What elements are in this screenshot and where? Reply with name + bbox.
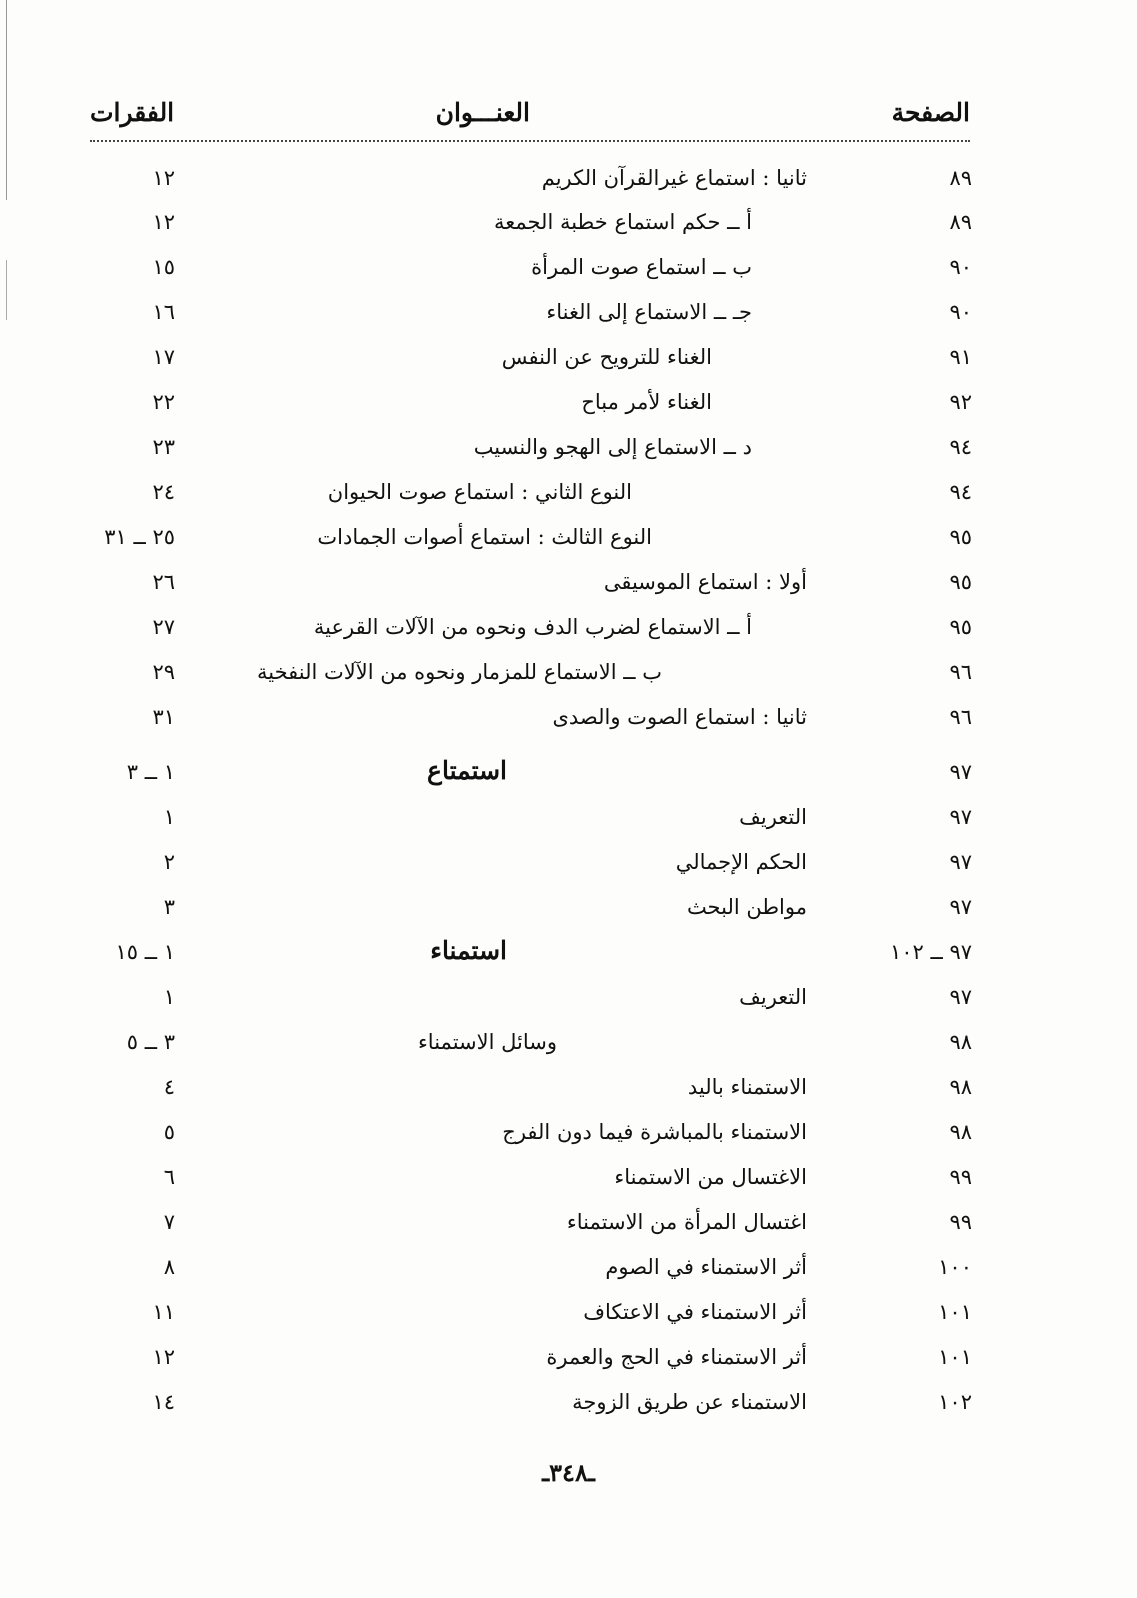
row-page-number: ٨٩ bbox=[949, 210, 972, 234]
row-title: أ ــ الاستماع لضرب الدف ونحوه من الآلات القرعية bbox=[313, 615, 752, 639]
row-page-number: ٩٨ bbox=[949, 1075, 972, 1099]
row-paragraphs: ٢ bbox=[163, 850, 175, 874]
table-row bbox=[0, 654, 1137, 694]
table-row bbox=[0, 519, 1137, 559]
header-title-column: العنـــوان bbox=[435, 98, 530, 127]
table-row bbox=[0, 799, 1137, 839]
table-row bbox=[0, 934, 1137, 974]
row-paragraphs: ١٤ bbox=[152, 1390, 175, 1414]
row-paragraphs: ٨ bbox=[163, 1255, 175, 1279]
row-page-number: ٩٠ bbox=[949, 255, 972, 279]
row-paragraphs: ٢٦ bbox=[152, 570, 175, 594]
row-page-number: ٩٨ bbox=[949, 1120, 972, 1144]
table-row bbox=[0, 889, 1137, 929]
row-title: الاستمناء بالمباشرة فيما دون الفرج bbox=[502, 1120, 807, 1144]
row-page-number: ٩٩ bbox=[949, 1165, 972, 1189]
table-row bbox=[0, 384, 1137, 424]
row-page-number: ٨٩ bbox=[949, 166, 972, 190]
row-page-number: ٩٠ bbox=[949, 300, 972, 324]
row-title: التعريف bbox=[739, 805, 807, 829]
table-row bbox=[0, 1339, 1137, 1379]
row-page-number: ٩٤ bbox=[949, 480, 972, 504]
row-title: استمناء bbox=[430, 936, 507, 965]
row-paragraphs: ٢٩ bbox=[152, 660, 175, 684]
row-title: استمتاع bbox=[427, 756, 507, 785]
row-page-number: ٩٩ bbox=[949, 1210, 972, 1234]
row-page-number: ٩٥ bbox=[949, 570, 972, 594]
table-row bbox=[0, 979, 1137, 1019]
row-paragraphs: ٣ bbox=[163, 895, 175, 919]
table-row bbox=[0, 1384, 1137, 1424]
row-page-number: ١٠٢ bbox=[938, 1390, 972, 1414]
table-row bbox=[0, 699, 1137, 739]
row-title: أثر الاستمناء في الصوم bbox=[605, 1255, 807, 1279]
table-row bbox=[0, 339, 1137, 379]
row-title: ثانيا : استماع غيرالقرآن الكريم bbox=[541, 166, 807, 190]
row-title: الاستمناء باليد bbox=[687, 1075, 807, 1099]
table-row bbox=[0, 844, 1137, 884]
table-row bbox=[0, 754, 1137, 794]
row-page-number: ٩٢ bbox=[949, 390, 972, 414]
row-paragraphs: ٤ bbox=[163, 1075, 175, 1099]
row-title: ب ــ الاستماع للمزمار ونحوه من الآلات النفخية bbox=[256, 660, 662, 684]
table-row bbox=[0, 1204, 1137, 1244]
row-title: أثر الاستمناء في الحج والعمرة bbox=[546, 1345, 807, 1369]
row-page-number: ٩٨ bbox=[949, 1030, 972, 1054]
table-row bbox=[0, 1114, 1137, 1154]
row-page-number: ٩١ bbox=[949, 345, 972, 369]
table-row bbox=[0, 1159, 1137, 1199]
table-row bbox=[0, 564, 1137, 604]
row-paragraphs: ٢٢ bbox=[152, 390, 175, 414]
row-title: التعريف bbox=[739, 985, 807, 1009]
row-paragraphs: ٢٥ ــ ٣١ bbox=[104, 525, 175, 549]
row-title: الاستمناء عن طريق الزوجة bbox=[572, 1390, 807, 1414]
row-title: النوع الثاني : استماع صوت الحيوان bbox=[327, 480, 632, 504]
table-row bbox=[0, 1249, 1137, 1289]
row-paragraphs: ١١ bbox=[152, 1300, 175, 1324]
row-title: الاغتسال من الاستمناء bbox=[614, 1165, 807, 1189]
row-title: وسائل الاستمناء bbox=[417, 1030, 557, 1054]
row-page-number: ٩٧ bbox=[949, 760, 972, 784]
row-page-number: ٩٦ bbox=[949, 705, 972, 729]
table-row bbox=[0, 429, 1137, 469]
row-title: د ــ الاستماع إلى الهجو والنسيب bbox=[473, 435, 752, 459]
table-row bbox=[0, 160, 1137, 200]
row-page-number: ٩٧ bbox=[949, 895, 972, 919]
row-paragraphs: ٣١ bbox=[152, 705, 175, 729]
row-page-number: ١٠٠ bbox=[938, 1255, 972, 1279]
row-page-number: ٩٦ bbox=[949, 660, 972, 684]
row-page-number: ٩٥ bbox=[949, 525, 972, 549]
table-row bbox=[0, 474, 1137, 514]
page-number: ـ٣٤٨ـ bbox=[542, 1458, 595, 1487]
row-title: الغناء لأمر مباح bbox=[581, 390, 712, 414]
row-title: مواطن البحث bbox=[686, 895, 807, 919]
table-row bbox=[0, 1294, 1137, 1334]
row-title: النوع الثالث : استماع أصوات الجمادات bbox=[317, 525, 652, 549]
row-title: أولا : استماع الموسيقى bbox=[603, 570, 807, 594]
row-page-number: ٩٧ bbox=[949, 985, 972, 1009]
row-paragraphs: ٢٣ bbox=[152, 435, 175, 459]
row-paragraphs: ١٧ bbox=[152, 345, 175, 369]
row-paragraphs: ١٢ bbox=[152, 210, 175, 234]
table-header bbox=[90, 94, 970, 138]
row-paragraphs: ٥ bbox=[163, 1120, 175, 1144]
row-paragraphs: ٧ bbox=[163, 1210, 175, 1234]
row-title: الحكم الإجمالي bbox=[675, 850, 807, 874]
row-paragraphs: ١ bbox=[163, 985, 175, 1009]
row-title: جـ ــ الاستماع إلى الغناء bbox=[546, 300, 752, 324]
table-row bbox=[0, 1024, 1137, 1064]
row-page-number: ٩٧ bbox=[949, 805, 972, 829]
table-row bbox=[0, 609, 1137, 649]
row-paragraphs: ١ bbox=[163, 805, 175, 829]
table-row bbox=[0, 294, 1137, 334]
row-page-number: ٩٧ ــ ١٠٢ bbox=[889, 940, 972, 964]
header-dotted-rule bbox=[90, 140, 970, 142]
row-title: أ ــ حكم استماع خطبة الجمعة bbox=[493, 210, 752, 234]
row-title: ثانيا : استماع الصوت والصدى bbox=[552, 705, 807, 729]
table-row bbox=[0, 204, 1137, 244]
row-paragraphs: ١٥ bbox=[152, 255, 175, 279]
header-paragraphs-column: الفقرات bbox=[90, 98, 175, 127]
table-row bbox=[0, 1069, 1137, 1109]
row-title: اغتسال المرأة من الاستمناء bbox=[566, 1210, 807, 1234]
row-paragraphs: ١٦ bbox=[152, 300, 175, 324]
row-title: أثر الاستمناء في الاعتكاف bbox=[583, 1300, 807, 1324]
row-title: الغناء للترويح عن النفس bbox=[501, 345, 712, 369]
row-page-number: ٩٥ bbox=[949, 615, 972, 639]
row-paragraphs: ١ ــ ١٥ bbox=[115, 940, 175, 964]
row-paragraphs: ٣ ــ ٥ bbox=[126, 1030, 175, 1054]
row-page-number: ٩٤ bbox=[949, 435, 972, 459]
row-paragraphs: ١٢ bbox=[152, 166, 175, 190]
row-paragraphs: ٢٤ bbox=[152, 480, 175, 504]
row-page-number: ١٠١ bbox=[938, 1345, 972, 1369]
row-paragraphs: ١٢ bbox=[152, 1345, 175, 1369]
header-page-column: الصفحة bbox=[891, 98, 970, 127]
row-page-number: ٩٧ bbox=[949, 850, 972, 874]
row-title: ب ــ استماع صوت المرأة bbox=[531, 255, 752, 279]
row-page-number: ١٠١ bbox=[938, 1300, 972, 1324]
row-paragraphs: ١ ــ ٣ bbox=[126, 760, 175, 784]
row-paragraphs: ٢٧ bbox=[152, 615, 175, 639]
table-row bbox=[0, 249, 1137, 289]
row-paragraphs: ٦ bbox=[163, 1165, 175, 1189]
